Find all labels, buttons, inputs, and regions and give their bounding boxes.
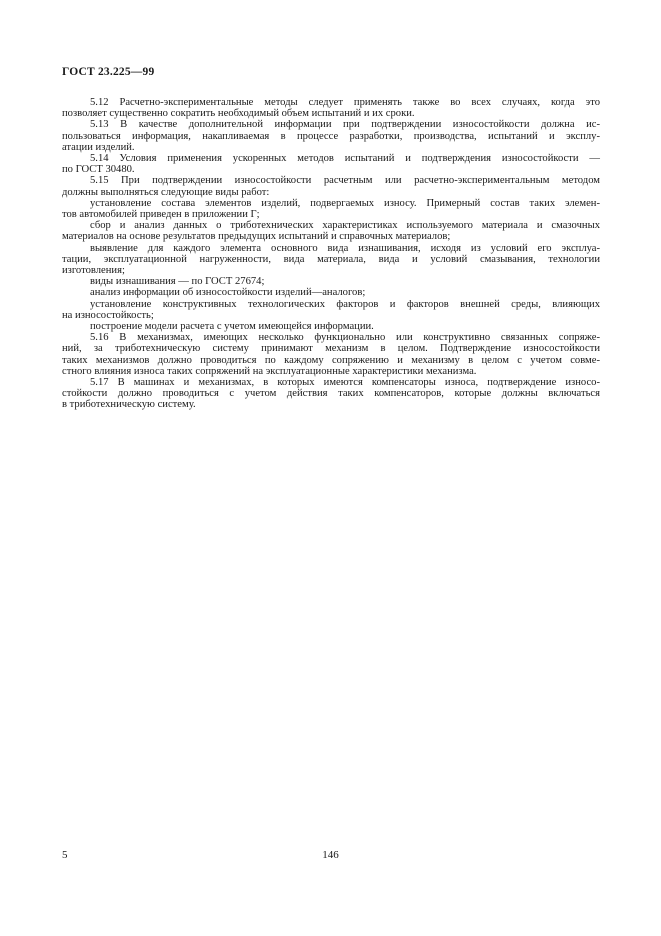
text-line: 5.17 В машинах и механизмах, в которых имеются компенсаторы износа, подтверждение износо- [90,377,600,389]
text-line: виды изнашивания — по ГОСТ 27674; [90,276,265,288]
text-line: построение модели расчета с учетом имеющейся информации. [90,321,374,333]
text-line: 5.12 Расчетно-экспериментальные методы следует применять также во всех случаях, когда это [90,97,600,108]
text-line: 5.16 В механизмах, имеющих несколько функционально или конструктивно связанных сопряже- [90,332,600,344]
text-line: атации изделий. [62,141,135,153]
text-line: ний, за триботехническую систему принимают механизм в целом. Подтверждение износостойкости [62,343,600,355]
text-line: стного влияния износа таких сопряжений на эксплуатационные характеристики механизма. [62,365,477,377]
text-line: изготовления; [62,265,125,277]
text-line: тации, эксплуатационной нагруженности, вида материала, вида и условий смазывания, технологии [62,253,600,265]
text-line: материалов на основе результатов предыдущих испытаний и справочных материалов; [62,231,451,243]
text-line: 5.14 Условия применения ускоренных методов испытаний и подтверждения износостойкости — [90,153,600,165]
text-line: в триботехническую систему. [62,399,196,411]
text-line: выявление для каждого элемента основного вида изнашивания, исходя из условий его эксплуа- [90,242,600,254]
text-line: тов автомобилей приведен в приложении Г; [62,209,260,221]
text-line: по ГОСТ 30480. [62,164,135,176]
text-line: позволяет существенно сократить необходимый объем испытаний и их сроки. [62,108,415,120]
text-line: на износостойкость; [62,309,154,321]
text-line: таких механизмов должно проводиться по каждому сопряжению и механизму в целом с учетом совме- [62,354,600,366]
page-number-left: 5 [62,849,68,861]
text-line: сбор и анализ данных о триботехнических характеристиках используемого материала и смазочных [90,220,600,232]
text-line: анализ информации об износостойкости изделий—аналогов; [90,287,366,299]
text-line: пользоваться информация, накапливаемая в процессе разработки, производства, испытаний и эксплу- [62,130,600,142]
document-header: ГОСТ 23.225—99 [62,66,155,78]
text-line: установление конструктивных технологических факторов и факторов внешней среды, влияющих [90,298,600,310]
text-line: стойкости должно проводиться с учетом действия таких компенсаторов, которые должны включаться [62,388,600,400]
text-line: установление состава элементов изделий, подвергаемых износу. Примерный состав таких элемен- [90,197,600,209]
text-line: 5.13 В качестве дополнительной информации при подтверждении износостойкости должна ис- [90,119,600,131]
text-line: должны выполняться следующие виды работ: [62,186,270,198]
text-line: 5.15 При подтверждении износостойкости расчетным или расчетно-экспериментальным методом [90,175,600,187]
document-body [62,97,600,411]
page-number-center: 146 [322,849,339,861]
